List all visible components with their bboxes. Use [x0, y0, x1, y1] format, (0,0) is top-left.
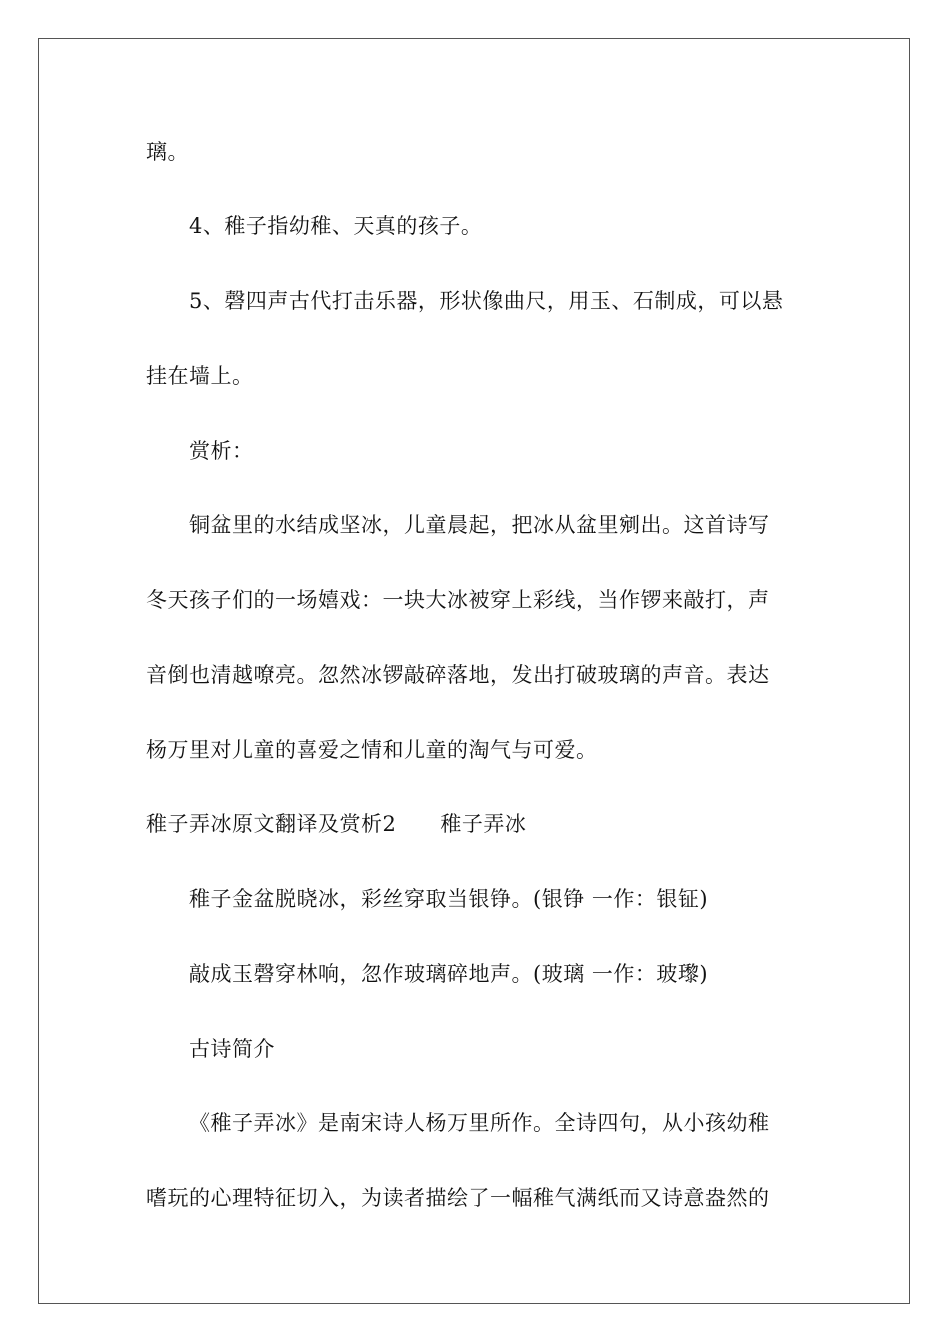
section-heading-subtitle: 稚子弄冰 — [440, 812, 527, 836]
appreciation-paragraph-line-1: 铜盆里的水结成坚冰，儿童晨起，把冰从盆里剜出。这首诗写 — [189, 513, 770, 537]
text-line-continuation: 璃。 — [146, 140, 189, 164]
section-heading — [146, 810, 526, 838]
intro-heading: 古诗简介 — [189, 1037, 275, 1061]
appreciation-paragraph-line-4: 杨万里对儿童的喜爱之情和儿童的淘气与可爱。 — [146, 738, 598, 762]
note-5: 5、磬四声古代打击乐器，形状像曲尺，用玉、石制成，可以悬 — [189, 289, 784, 313]
appreciation-paragraph-line-3: 音倒也清越嘹亮。忽然冰锣敲碎落地，发出打破玻璃的声音。表达 — [146, 663, 770, 687]
note-4: 4、稚子指幼稚、天真的孩子。 — [189, 214, 483, 238]
intro-paragraph-line-1: 《稚子弄冰》是南宋诗人杨万里所作。全诗四句，从小孩幼稚 — [189, 1111, 770, 1135]
appreciation-label: 赏析： — [189, 439, 254, 463]
note-5-continuation: 挂在墙上。 — [146, 364, 254, 388]
poem-line-1: 稚子金盆脱晓冰，彩丝穿取当银铮。(银铮 一作：银钲) — [189, 887, 709, 911]
appreciation-paragraph-line-2: 冬天孩子们的一场嬉戏：一块大冰被穿上彩线，当作锣来敲打，声 — [146, 588, 770, 612]
intro-paragraph-line-2: 嗜玩的心理特征切入，为读者描绘了一幅稚气满纸而又诗意盎然的 — [146, 1186, 770, 1210]
poem-line-2: 敲成玉磬穿林响，忽作玻璃碎地声。(玻璃 一作：玻瓈) — [189, 962, 709, 986]
section-heading-title: 稚子弄冰原文翻译及赏析2 — [146, 812, 397, 836]
